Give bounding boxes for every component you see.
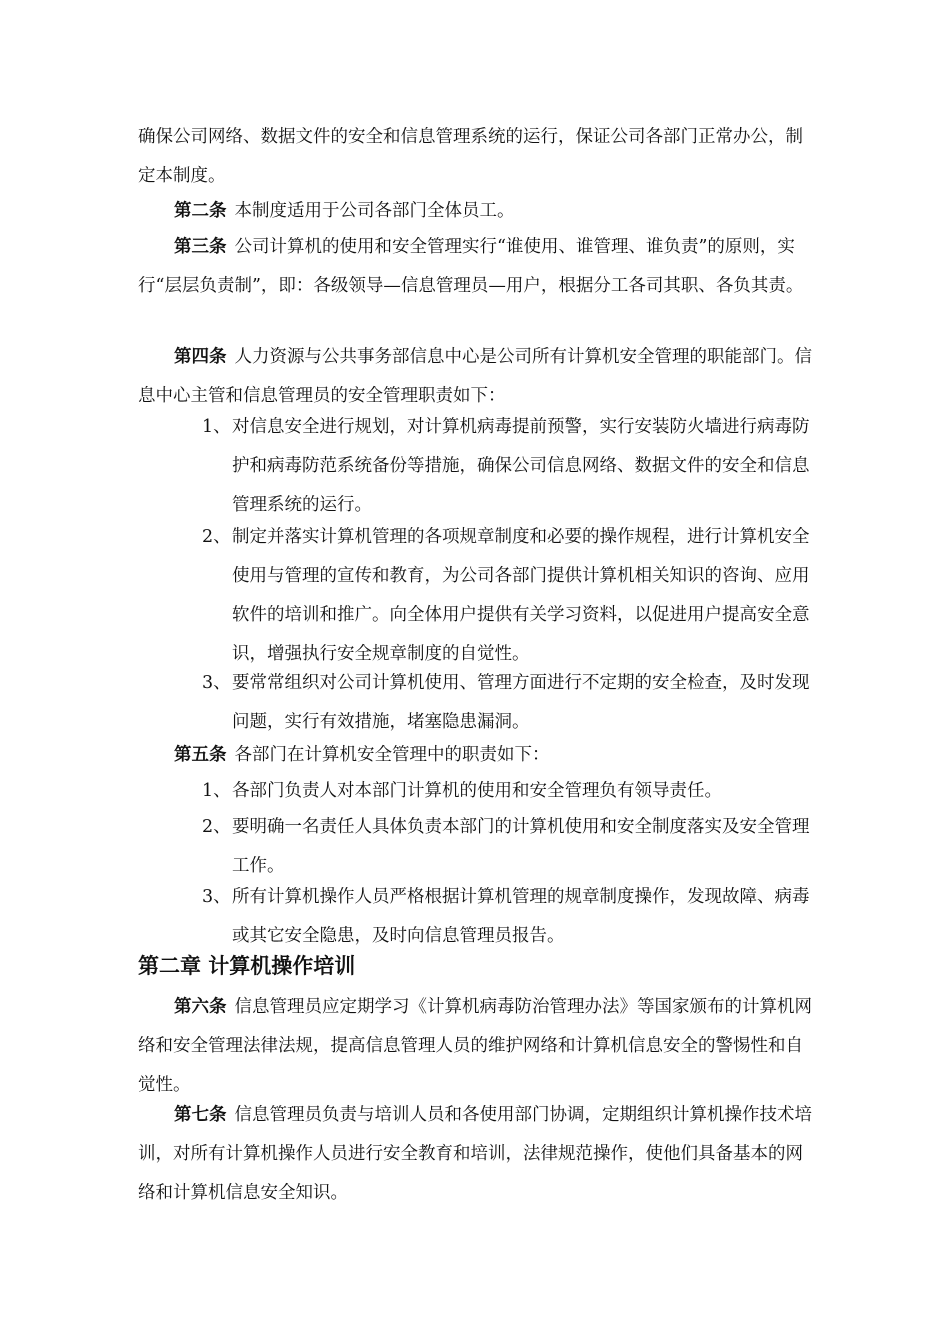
- art4-list-item-2: [202, 518, 822, 674]
- art5-list-item-1: [202, 772, 822, 811]
- article-label: 第六条: [174, 997, 227, 1017]
- article-text: 信息管理员负责与培训人员和各使用部门协调，定期组织计算机操作技术培训，对所有计算机操作人员进行安全教育和培训，法律规范操作，使他们具备基本的网络和计算机信息安全知识。: [138, 1105, 812, 1203]
- list-text: 所有计算机操作人员严格根据计算机管理的规章制度操作，发现故障、病毒或其它安全隐患，及时向信息管理员报告。: [232, 887, 810, 946]
- list-number: 1、: [202, 417, 231, 437]
- article-text: 公司计算机的使用和安全管理实行“谁使用、谁管理、谁负责”的原则，实行“层层负责制”，即：各级领导—信息管理员—用户，根据分工各司其职、各负其责。: [138, 237, 804, 296]
- list-text: 制定并落实计算机管理的各项规章制度和必要的操作规程，进行计算机安全使用与管理的宣传和教育，为公司各部门提供计算机相关知识的咨询、应用软件的培训和推广。向全体用户提供有关学习资料，以促进用户提高安全意识，增强执行安全规章制度的自觉性。: [232, 527, 810, 664]
- article-label: 第四条: [174, 347, 227, 367]
- list-number: 2、: [202, 817, 231, 837]
- article-7: [138, 1096, 818, 1213]
- art5-list-item-2: [202, 808, 822, 886]
- article-6: [138, 988, 818, 1105]
- list-text: 各部门负责人对本部门计算机的使用和安全管理负有领导责任。: [232, 781, 722, 801]
- intro-paragraph: [138, 118, 818, 196]
- list-number: 2、: [202, 527, 231, 547]
- chapter-2-heading: 第二章 计算机操作培训: [138, 954, 356, 978]
- paragraph-text: 确保公司网络、数据文件的安全和信息管理系统的运行，保证公司各部门正常办公，制定本制度。: [138, 127, 803, 186]
- article-text: 本制度适用于公司各部门全体员工。: [234, 201, 515, 221]
- article-label: 第七条: [174, 1105, 227, 1125]
- article-5: [138, 736, 818, 775]
- article-label: 第三条: [174, 237, 227, 257]
- article-text: 信息管理员应定期学习《计算机病毒防治管理办法》等国家颁布的计算机网络和安全管理法律法规，提高信息管理人员的维护网络和计算机信息安全的警惕性和自觉性。: [138, 997, 812, 1095]
- article-text: 各部门在计算机安全管理中的职责如下：: [234, 745, 550, 765]
- list-number: 3、: [202, 673, 231, 693]
- list-number: 1、: [202, 781, 231, 801]
- article-label: 第五条: [174, 745, 227, 765]
- list-number: 3、: [202, 887, 231, 907]
- article-3: [138, 228, 818, 306]
- article-2: [138, 192, 818, 231]
- list-text: 对信息安全进行规划，对计算机病毒提前预警，实行安装防火墙进行病毒防护和病毒防范系统备份等措施，确保公司信息网络、数据文件的安全和信息管理系统的运行。: [232, 417, 810, 515]
- art5-list-item-3: [202, 878, 822, 956]
- list-text: 要常常组织对公司计算机使用、管理方面进行不定期的安全检查，及时发现问题，实行有效措施，堵塞隐患漏洞。: [232, 673, 810, 732]
- article-text: 人力资源与公共事务部信息中心是公司所有计算机安全管理的职能部门。信息中心主管和信息管理员的安全管理职责如下：: [138, 347, 812, 406]
- article-4: [138, 338, 818, 416]
- art4-list-item-3: [202, 664, 822, 742]
- list-text: 要明确一名责任人具体负责本部门的计算机使用和安全制度落实及安全管理工作。: [232, 817, 810, 876]
- article-label: 第二条: [174, 201, 227, 221]
- art4-list-item-1: [202, 408, 822, 525]
